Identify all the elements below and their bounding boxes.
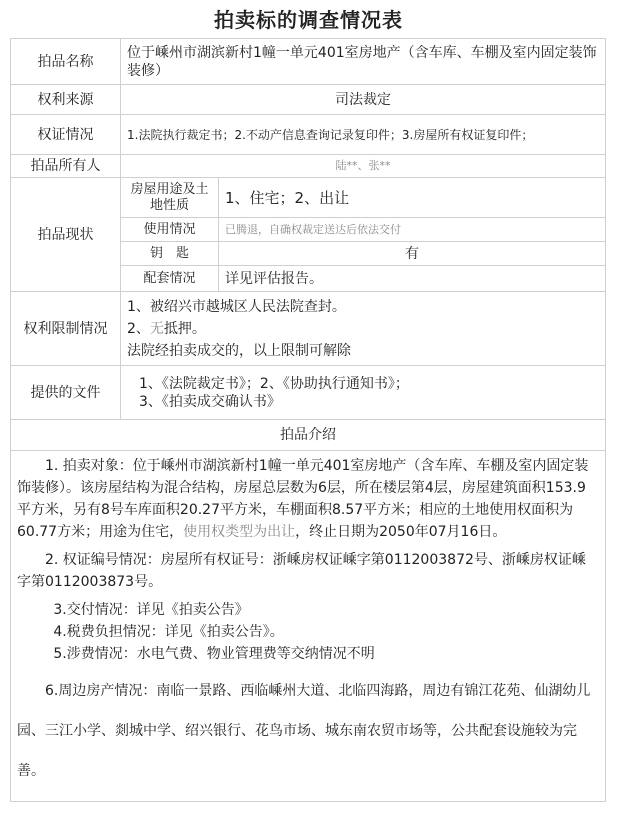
limitation-line-2 bbox=[127, 318, 599, 340]
facility-value: 详见评估报告。 bbox=[219, 266, 606, 292]
intro-paragraph-1 bbox=[17, 455, 599, 543]
certificate-value: 1.法院执行裁定书；2.不动产信息查询记录复印件；3.房屋所有权证复印件； bbox=[121, 115, 606, 155]
limitations-value bbox=[121, 292, 606, 366]
facility-label: 配套情况 bbox=[121, 266, 219, 292]
house-use-label: 房屋用途及土地性质 bbox=[121, 178, 219, 218]
owner-label: 拍品所有人 bbox=[11, 155, 121, 178]
intro-heading: 拍品介绍 bbox=[11, 420, 606, 451]
intro-p1-land-type: 使用权类型为出让 bbox=[183, 524, 296, 540]
limitation-line-2-suffix: 抵押。 bbox=[163, 320, 206, 337]
row-intro-heading bbox=[11, 420, 606, 451]
limitation-line-1: 1、被绍兴市越城区人民法院查封。 bbox=[127, 298, 346, 315]
house-use-value: 1、住宅；2、出让 bbox=[219, 178, 606, 218]
intro-body bbox=[11, 451, 606, 802]
limitations-label: 权利限制情况 bbox=[11, 292, 121, 366]
documents-value bbox=[121, 366, 606, 420]
row-owner bbox=[11, 155, 606, 178]
limitation-line-3: 法院经拍卖成交的，以上限制可解除 bbox=[127, 342, 351, 359]
survey-table bbox=[10, 38, 606, 802]
documents-line-1: 1、《法院裁定书》；2、《协助执行通知书》； bbox=[139, 375, 409, 392]
limitation-line-2-none: 无 bbox=[149, 320, 164, 337]
rights-source-value: 司法裁定 bbox=[121, 85, 606, 115]
usage-value: 已腾退，自确权裁定送达后依法交付 bbox=[219, 218, 606, 242]
intro-paragraph-6: 6.周边房产情况：南临一景路、西临嵊州大道、北临四海路，周边有锦江花苑、仙湖幼儿园、三江小学、剡城中学、绍兴银行、花鸟市场、城东南农贸市场等，公共配套设施较为完善。 bbox=[17, 683, 591, 779]
row-rights-source bbox=[11, 85, 606, 115]
intro-paragraph-5: 5.涉费情况：水电气费、物业管理费等交纳情况不明 bbox=[53, 646, 375, 662]
row-documents bbox=[11, 366, 606, 420]
certificate-label: 权证情况 bbox=[11, 115, 121, 155]
row-certificate bbox=[11, 115, 606, 155]
item-name-value: 位于嵊州市湖滨新村1幢一单元401室房地产（含车库、车棚及室内固定装饰装修） bbox=[121, 39, 606, 85]
row-item-name bbox=[11, 39, 606, 85]
owner-value: 陆**、张** bbox=[121, 155, 606, 178]
row-house-use bbox=[11, 178, 606, 218]
documents-label: 提供的文件 bbox=[11, 366, 121, 420]
row-limitations bbox=[11, 292, 606, 366]
usage-label: 使用情况 bbox=[121, 218, 219, 242]
intro-paragraph-2: 2. 权证编号情况：房屋所有权证号：浙嵊房权证嵊字第0112003872号、浙嵊房权证嵊字第0112003873号。 bbox=[17, 552, 586, 590]
status-label: 拍品现状 bbox=[11, 178, 121, 292]
keys-value: 有 bbox=[219, 242, 606, 266]
page-title: 拍卖标的调查情况表 bbox=[214, 8, 403, 32]
keys-label: 钥 匙 bbox=[121, 242, 219, 266]
item-name-label: 拍品名称 bbox=[11, 39, 121, 85]
limitation-line-2-prefix: 2、 bbox=[127, 320, 150, 337]
row-intro-body bbox=[11, 451, 606, 802]
intro-p1-text: 1. 拍卖对象：位于嵊州市湖滨新村1幢一单元401室房地产（含车库、车棚及室内固定装饰装修）。该房屋结构为混合结构，房屋总层数为6层，所在楼层第4层，房屋建筑面积153.9平方米，另有8号车库面积20.27平方米，车棚面积8.57平方米；相应的土地使用权面积为 60.77方米；用途为住宅， bbox=[17, 458, 589, 540]
documents-line-2: 3、《拍卖成交确认书》 bbox=[139, 393, 281, 410]
intro-paragraph-3: 3.交付情况：详见《拍卖公告》 bbox=[53, 602, 249, 618]
rights-source-label: 权利来源 bbox=[11, 85, 121, 115]
intro-paragraph-4: 4.税费负担情况：详见《拍卖公告》。 bbox=[53, 624, 284, 640]
intro-p1-end: ，终止日期为2050年07月16日。 bbox=[295, 524, 507, 540]
